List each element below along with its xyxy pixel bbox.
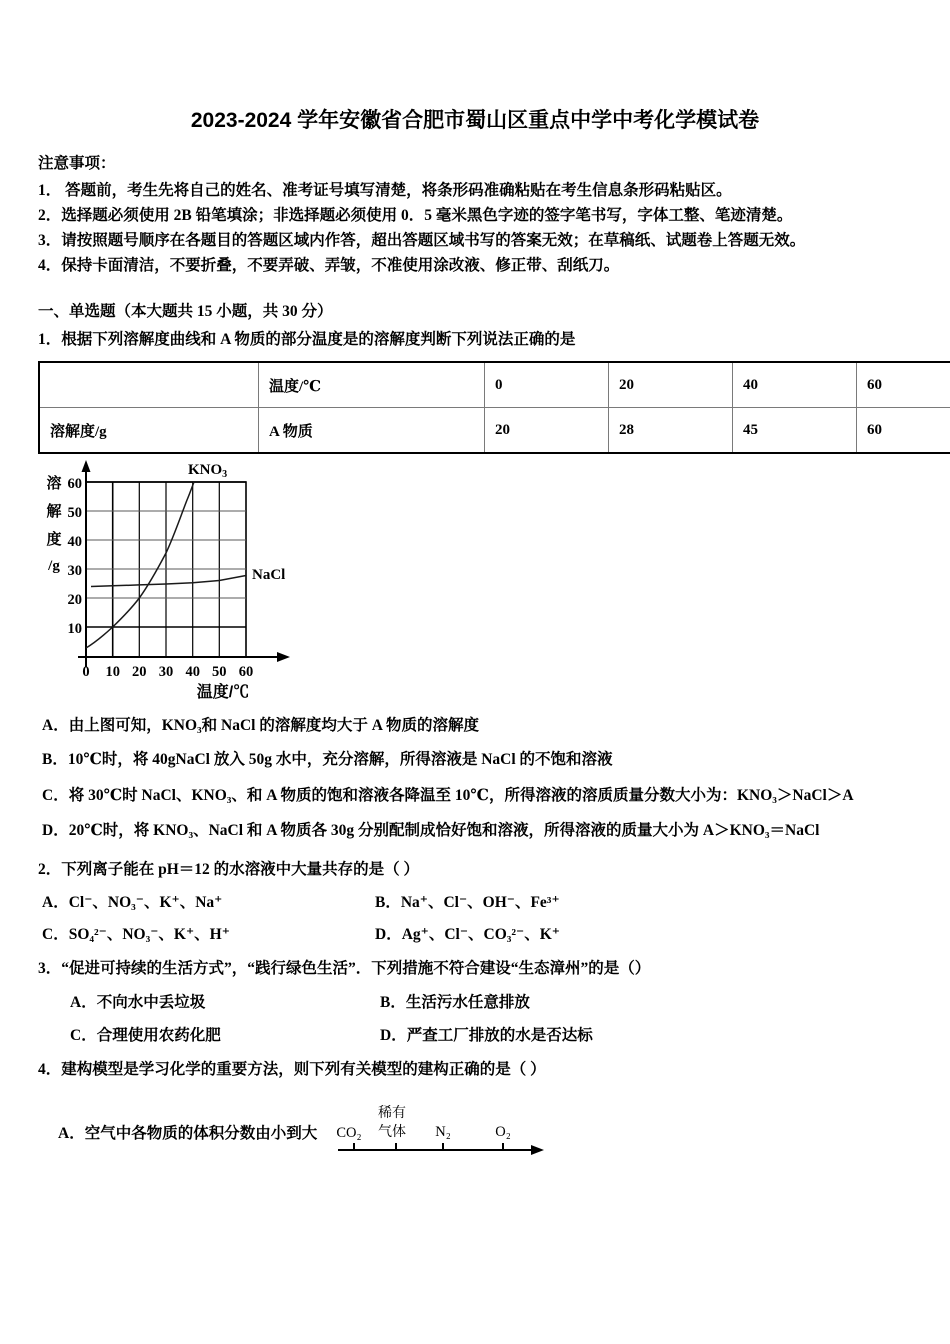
- option-marker: C．: [42, 926, 69, 943]
- solubility-table: [38, 361, 950, 454]
- option-marker: D．: [42, 822, 69, 839]
- notice-item-1: 1． 答题前，考生先将自己的姓名、准考证号填写清楚，将条形码准确粘贴在考生信息条形码粘贴区。: [38, 182, 732, 199]
- chart-label-kno3: $KNO_3$: [188, 462, 228, 480]
- question-1-option-c[interactable]: [42, 783, 854, 805]
- option-text: 10℃时，将 40gNaCl 放入 50g 水中，充分溶解，所得溶液是 NaCl 的不饱和溶液: [67, 751, 613, 768]
- chart-x-ticklabels: [82, 664, 253, 680]
- svg-text:度: 度: [46, 531, 62, 548]
- table-cell-empty: [39, 362, 259, 408]
- notice-item-2: 2．选择题必须使用 2B 铅笔填涂；非选择题必须使用 0．5 毫米黑色字迹的签字笔书写，字体工整、笔迹清楚。: [38, 207, 793, 224]
- table-cell-temp-20: 20: [609, 362, 733, 408]
- question-3-stem: 3．“促进可持续的生活方式”，“践行绿色生活”．下列措施不符合建设“生态漳州”的是（）: [38, 960, 651, 977]
- option-marker: A．: [42, 717, 69, 734]
- numberline-label-co2: CO₂: [336, 1125, 362, 1141]
- chart-label-nacl: NaCl: [252, 567, 286, 583]
- chart-x-axis-title: 温度/℃: [196, 684, 250, 701]
- table-cell-temp-0: 0: [485, 362, 609, 408]
- option-marker: C．: [70, 1027, 97, 1044]
- chart-ytick-50: 50: [67, 505, 82, 521]
- option-marker: B．: [380, 994, 406, 1011]
- question-3-option-a[interactable]: [70, 990, 205, 1012]
- option-marker: C．: [42, 787, 69, 804]
- section-heading: 一、单选题（本大题共 15 小题，共 30 分）: [38, 303, 333, 320]
- numberline-label-n2: N₂: [435, 1124, 451, 1140]
- question-2-option-a[interactable]: [42, 890, 222, 912]
- chart-y-ticklabels: [68, 476, 83, 637]
- option-text: 空气中各物质的体积分数由小到大: [84, 1125, 318, 1142]
- option-text: Na⁺、Cl⁻、OH⁻、Fe³⁺: [400, 894, 560, 911]
- chart-svg: [38, 452, 328, 702]
- question-3-option-d[interactable]: [380, 1023, 593, 1045]
- chart-ytick-40: 40: [67, 534, 82, 550]
- table-row: [39, 408, 950, 454]
- option-text: 不向水中丢垃圾: [96, 994, 206, 1011]
- chart-x-axis: [78, 652, 290, 662]
- question-1-option-b[interactable]: [42, 747, 613, 769]
- notice-item-3: 3．请按照题号顺序在各题目的答题区域内作答，超出答题区域书写的答案无效；在草稿纸、试题卷上答题无效。: [38, 232, 806, 249]
- option-text: 由上图可知，KNO₃和 NaCl 的溶解度均大于 A 物质的溶解度: [68, 717, 479, 734]
- solubility-curve-chart: [38, 452, 328, 702]
- table-cell-temp-60: 60: [857, 362, 950, 408]
- chart-ytick-60: 60: [67, 476, 82, 492]
- table-cell-solu-0: 20: [485, 408, 609, 454]
- option-marker: B．: [42, 751, 68, 768]
- chart-ytick-10: 10: [67, 621, 82, 637]
- chart-series-kno3: [86, 482, 194, 648]
- table-header-temperature: 温度/℃: [259, 362, 485, 408]
- option-marker: A．: [42, 894, 69, 911]
- chart-ytick-30: 30: [67, 563, 82, 579]
- table-cell-solu-20: 28: [609, 408, 733, 454]
- option-text: 合理使用农药化肥: [96, 1027, 221, 1044]
- question-2-option-c[interactable]: [42, 922, 230, 944]
- numberline-svg: [330, 1092, 560, 1164]
- notice-heading: 注意事项：: [38, 155, 116, 172]
- svg-text:/g: /g: [48, 558, 60, 574]
- question-3-option-c[interactable]: [70, 1023, 221, 1045]
- chart-xtick-40: 40: [185, 664, 200, 680]
- option-text: 严查工厂排放的水是否达标: [406, 1027, 593, 1044]
- option-marker: A．: [58, 1125, 85, 1142]
- table-cell-solu-40: 45: [733, 408, 857, 454]
- table-header-substance-a: A 物质: [259, 408, 485, 454]
- chart-xtick-20: 20: [132, 664, 147, 680]
- chart-xtick-0: 0: [82, 664, 90, 680]
- chart-xtick-30: 30: [158, 664, 174, 680]
- question-3-option-b[interactable]: [380, 990, 530, 1012]
- question-1-option-a[interactable]: [42, 713, 479, 735]
- chart-xtick-10: 10: [105, 664, 120, 680]
- question-2-stem: 2．下列离子能在 pH＝12 的水溶液中大量共存的是（ ）: [38, 861, 420, 878]
- chart-xtick-60: 60: [238, 664, 254, 680]
- table-header-solubility: 溶解度/g: [39, 408, 259, 454]
- table-cell-solu-60: 60: [857, 408, 950, 454]
- numberline-label-o2: O₂: [495, 1124, 511, 1140]
- numberline-label-noble-line2: 气体: [378, 1123, 406, 1139]
- air-composition-numberline: [330, 1092, 560, 1164]
- question-1-option-d[interactable]: [42, 818, 819, 840]
- option-text: Ag⁺、Cl⁻、CO₃²⁻、K⁺: [401, 926, 560, 943]
- chart-y-axis: [82, 460, 91, 667]
- chart-y-axis-title: [46, 474, 61, 574]
- page-title: 2023-2024 学年安徽省合肥市蜀山区重点中学中考化学模试卷: [190, 109, 760, 132]
- option-marker: D．: [375, 926, 402, 943]
- option-marker: D．: [380, 1027, 407, 1044]
- question-4-stem: 4．建构模型是学习化学的重要方法，则下列有关模型的建构正确的是（ ）: [38, 1061, 546, 1078]
- question-4-option-a[interactable]: [58, 1121, 317, 1143]
- numberline-label-noble-line1: 稀有: [378, 1104, 406, 1120]
- option-marker: A．: [70, 994, 97, 1011]
- notice-block: [38, 152, 918, 278]
- table-row: [39, 362, 950, 408]
- question-2-option-b[interactable]: [375, 890, 560, 912]
- notice-item-4: 4．保持卡面清洁，不要折叠，不要弄破、弄皱，不准使用涂改液、修正带、刮纸刀。: [38, 257, 620, 274]
- option-text: SO₄²⁻、NO₃⁻、K⁺、H⁺: [68, 926, 230, 943]
- chart-gridlines: [86, 482, 246, 657]
- option-text: Cl⁻、NO₃⁻、K⁺、Na⁺: [68, 894, 223, 911]
- chart-series-nacl: [91, 576, 246, 587]
- chart-ytick-20: 20: [67, 592, 82, 608]
- question-1-stem: 1．根据下列溶解度曲线和 A 物质的部分温度是的溶解度判断下列说法正确的是: [38, 331, 576, 348]
- option-text: 20℃时，将 KNO₃、NaCl 和 A 物质各 30g 分别配制成恰好饱和溶液，所得溶液的质量大小为 A＞KNO₃＝NaCl: [68, 822, 820, 839]
- table-cell-temp-40: 40: [733, 362, 857, 408]
- option-marker: B．: [375, 894, 401, 911]
- question-2-option-d[interactable]: [375, 922, 560, 944]
- svg-text:溶: 溶: [46, 475, 62, 492]
- option-text: 将 30℃时 NaCl、KNO₃、和 A 物质的饱和溶液各降温至 10℃，所得溶液的溶质质量分数大小为：KNO₃＞NaCl＞A: [68, 787, 854, 804]
- svg-text:解: 解: [46, 503, 62, 520]
- option-text: 生活污水任意排放: [405, 994, 530, 1011]
- chart-xtick-50: 50: [212, 664, 227, 680]
